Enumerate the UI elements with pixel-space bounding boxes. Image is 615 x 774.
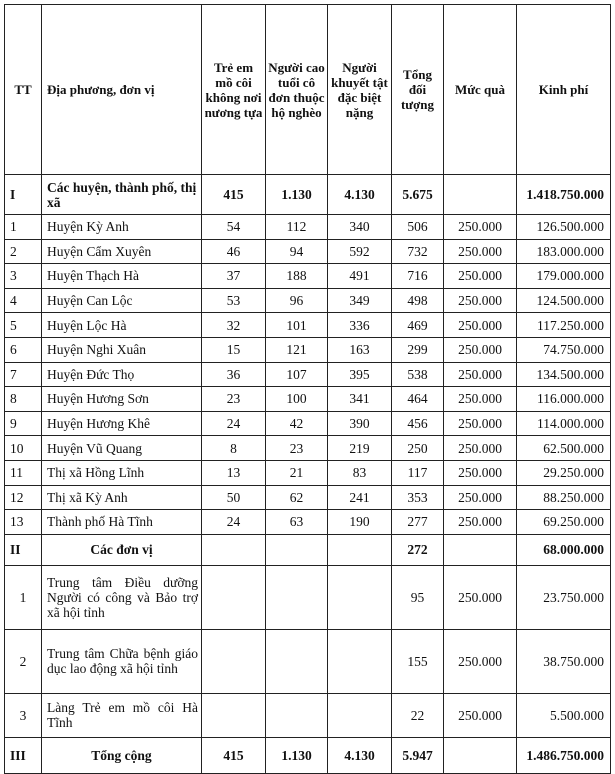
- row-tong: 732: [392, 239, 444, 264]
- district-row: [5, 485, 611, 510]
- header-nguoi-cao-tuoi: Người cao tuổi cô đơn thuộc hộ nghèo: [266, 5, 328, 175]
- row-name: Trung tâm Điều dưỡng Người có công và Bảo trợ xã hội tỉnh: [42, 565, 202, 629]
- row-tong: 469: [392, 313, 444, 338]
- row-tt: 6: [5, 337, 42, 362]
- row-kinh-phi: 179.000.000: [517, 264, 611, 289]
- row-khuyet-tat: 349: [328, 288, 392, 313]
- row-tre-em: 8: [202, 436, 266, 461]
- total-name: Tổng cộng: [42, 737, 202, 773]
- section-tre-em: 415: [202, 175, 266, 215]
- row-muc-qua: 250.000: [444, 693, 517, 737]
- district-row: [5, 436, 611, 461]
- row-khuyet-tat: 163: [328, 337, 392, 362]
- row-cao-tuoi: 96: [266, 288, 328, 313]
- row-kinh-phi: 117.250.000: [517, 313, 611, 338]
- row-name: Thành phố Hà Tĩnh: [42, 510, 202, 535]
- row-kinh-phi: 62.500.000: [517, 436, 611, 461]
- row-tre-em: 32: [202, 313, 266, 338]
- row-tre-em: 54: [202, 215, 266, 240]
- row-name: Huyện Thạch Hà: [42, 264, 202, 289]
- row-tong: 538: [392, 362, 444, 387]
- district-row: [5, 313, 611, 338]
- row-tt: 3: [5, 264, 42, 289]
- row-tong: 498: [392, 288, 444, 313]
- header-row: [5, 5, 611, 175]
- row-tt: 13: [5, 510, 42, 535]
- row-name: Huyện Vũ Quang: [42, 436, 202, 461]
- total-row: [5, 737, 611, 773]
- row-khuyet-tat: 190: [328, 510, 392, 535]
- row-cao-tuoi: 100: [266, 387, 328, 412]
- row-tre-em: 24: [202, 510, 266, 535]
- header-tt: TT: [5, 5, 42, 175]
- row-tong: 95: [392, 565, 444, 629]
- row-cao-tuoi: 121: [266, 337, 328, 362]
- row-cao-tuoi: 42: [266, 411, 328, 436]
- row-muc-qua: 250.000: [444, 264, 517, 289]
- row-tt: 7: [5, 362, 42, 387]
- row-tong: 716: [392, 264, 444, 289]
- row-muc-qua: 250.000: [444, 239, 517, 264]
- row-kinh-phi: 134.500.000: [517, 362, 611, 387]
- row-muc-qua: 250.000: [444, 288, 517, 313]
- row-name: Huyện Lộc Hà: [42, 313, 202, 338]
- row-muc-qua: 250.000: [444, 313, 517, 338]
- row-khuyet-tat: 336: [328, 313, 392, 338]
- row-khuyet-tat: 390: [328, 411, 392, 436]
- row-name: Trung tâm Chữa bệnh giáo dục lao động xã hội tỉnh: [42, 629, 202, 693]
- row-kinh-phi: 124.500.000: [517, 288, 611, 313]
- row-name: Huyện Kỳ Anh: [42, 215, 202, 240]
- row-cao-tuoi: 23: [266, 436, 328, 461]
- header-tre-em: Trẻ em mồ côi không nơi nương tựa: [202, 5, 266, 175]
- row-tt: 8: [5, 387, 42, 412]
- district-row: [5, 362, 611, 387]
- empty-cell: [328, 565, 392, 629]
- row-tong: 506: [392, 215, 444, 240]
- district-row: [5, 460, 611, 485]
- row-tre-em: 53: [202, 288, 266, 313]
- district-row: [5, 288, 611, 313]
- row-name: Làng Trẻ em mồ côi Hà Tĩnh: [42, 693, 202, 737]
- row-tt: 5: [5, 313, 42, 338]
- empty-cell: [266, 565, 328, 629]
- row-cao-tuoi: 94: [266, 239, 328, 264]
- row-tt: 11: [5, 460, 42, 485]
- row-name: Huyện Hương Sơn: [42, 387, 202, 412]
- row-khuyet-tat: 241: [328, 485, 392, 510]
- row-tre-em: 15: [202, 337, 266, 362]
- row-name: Huyện Hương Khê: [42, 411, 202, 436]
- row-tt: 1: [5, 215, 42, 240]
- row-muc-qua: 250.000: [444, 387, 517, 412]
- header-nguoi-khuyet-tat: Người khuyết tật đặc biệt nặng: [328, 5, 392, 175]
- section-kinh-phi: 1.418.750.000: [517, 175, 611, 215]
- row-name: Huyện Nghi Xuân: [42, 337, 202, 362]
- district-row: [5, 387, 611, 412]
- district-row: [5, 411, 611, 436]
- row-kinh-phi: 69.250.000: [517, 510, 611, 535]
- header-dia-phuong: Địa phương, đơn vị: [42, 5, 202, 175]
- row-cao-tuoi: 188: [266, 264, 328, 289]
- row-tt: 4: [5, 288, 42, 313]
- allocation-table: [4, 4, 611, 774]
- row-tt: 12: [5, 485, 42, 510]
- unit-row: [5, 629, 611, 693]
- row-kinh-phi: 116.000.000: [517, 387, 611, 412]
- section-tt: II: [5, 534, 42, 565]
- empty-cell: [328, 693, 392, 737]
- row-tt: 9: [5, 411, 42, 436]
- row-kinh-phi: 5.500.000: [517, 693, 611, 737]
- empty-cell: [202, 534, 266, 565]
- district-row: [5, 239, 611, 264]
- empty-cell: [444, 534, 517, 565]
- row-kinh-phi: 126.500.000: [517, 215, 611, 240]
- total-cao-tuoi: 1.130: [266, 737, 328, 773]
- row-tt: 1: [5, 565, 42, 629]
- row-tong: 250: [392, 436, 444, 461]
- row-kinh-phi: 23.750.000: [517, 565, 611, 629]
- total-tt: III: [5, 737, 42, 773]
- row-muc-qua: 250.000: [444, 411, 517, 436]
- row-tt: 10: [5, 436, 42, 461]
- total-kinh-phi: 1.486.750.000: [517, 737, 611, 773]
- row-kinh-phi: 74.750.000: [517, 337, 611, 362]
- section-tt: I: [5, 175, 42, 215]
- row-muc-qua: 250.000: [444, 485, 517, 510]
- empty-cell: [328, 629, 392, 693]
- section-cao-tuoi: 1.130: [266, 175, 328, 215]
- empty-cell: [202, 565, 266, 629]
- row-tong: 277: [392, 510, 444, 535]
- row-name: Huyện Đức Thọ: [42, 362, 202, 387]
- row-tre-em: 36: [202, 362, 266, 387]
- unit-row: [5, 565, 611, 629]
- row-kinh-phi: 88.250.000: [517, 485, 611, 510]
- empty-cell: [266, 629, 328, 693]
- section-muc-qua: [444, 175, 517, 215]
- section-tong: 5.675: [392, 175, 444, 215]
- row-name: Huyện Cẩm Xuyên: [42, 239, 202, 264]
- row-tre-em: 50: [202, 485, 266, 510]
- row-kinh-phi: 38.750.000: [517, 629, 611, 693]
- empty-cell: [202, 629, 266, 693]
- row-muc-qua: 250.000: [444, 436, 517, 461]
- section-name: Các huyện, thành phố, thị xã: [42, 175, 202, 215]
- header-kinh-phi: Kinh phí: [517, 5, 611, 175]
- row-khuyet-tat: 341: [328, 387, 392, 412]
- row-tong: 464: [392, 387, 444, 412]
- row-muc-qua: 250.000: [444, 337, 517, 362]
- header-muc-qua: Mức quà: [444, 5, 517, 175]
- district-row: [5, 215, 611, 240]
- district-row: [5, 510, 611, 535]
- total-khuyet-tat: 4.130: [328, 737, 392, 773]
- total-tong: 5.947: [392, 737, 444, 773]
- row-khuyet-tat: 592: [328, 239, 392, 264]
- section-name: Các đơn vị: [42, 534, 202, 565]
- section-khuyet-tat: 4.130: [328, 175, 392, 215]
- row-tre-em: 37: [202, 264, 266, 289]
- row-tong: 155: [392, 629, 444, 693]
- section-row-districts: [5, 175, 611, 215]
- row-tong: 353: [392, 485, 444, 510]
- row-khuyet-tat: 340: [328, 215, 392, 240]
- row-khuyet-tat: 491: [328, 264, 392, 289]
- section-kinh-phi: 68.000.000: [517, 534, 611, 565]
- total-tre-em: 415: [202, 737, 266, 773]
- row-name: Thị xã Hồng Lĩnh: [42, 460, 202, 485]
- district-row: [5, 337, 611, 362]
- row-tre-em: 13: [202, 460, 266, 485]
- row-kinh-phi: 29.250.000: [517, 460, 611, 485]
- row-cao-tuoi: 107: [266, 362, 328, 387]
- row-cao-tuoi: 101: [266, 313, 328, 338]
- row-muc-qua: 250.000: [444, 460, 517, 485]
- header-tong-doi-tuong: Tổng đối tượng: [392, 5, 444, 175]
- unit-row: [5, 693, 611, 737]
- section-row-units: [5, 534, 611, 565]
- row-name: Huyện Can Lộc: [42, 288, 202, 313]
- row-khuyet-tat: 83: [328, 460, 392, 485]
- row-kinh-phi: 114.000.000: [517, 411, 611, 436]
- row-tong: 456: [392, 411, 444, 436]
- row-khuyet-tat: 219: [328, 436, 392, 461]
- row-muc-qua: 250.000: [444, 510, 517, 535]
- row-muc-qua: 250.000: [444, 215, 517, 240]
- empty-cell: [328, 534, 392, 565]
- empty-cell: [266, 693, 328, 737]
- row-khuyet-tat: 395: [328, 362, 392, 387]
- section-tong: 272: [392, 534, 444, 565]
- row-cao-tuoi: 112: [266, 215, 328, 240]
- row-cao-tuoi: 62: [266, 485, 328, 510]
- row-tre-em: 46: [202, 239, 266, 264]
- row-tre-em: 24: [202, 411, 266, 436]
- row-tt: 2: [5, 629, 42, 693]
- row-name: Thị xã Kỳ Anh: [42, 485, 202, 510]
- row-muc-qua: 250.000: [444, 565, 517, 629]
- row-tong: 22: [392, 693, 444, 737]
- empty-cell: [444, 737, 517, 773]
- row-tong: 117: [392, 460, 444, 485]
- row-tong: 299: [392, 337, 444, 362]
- empty-cell: [202, 693, 266, 737]
- row-tt: 2: [5, 239, 42, 264]
- row-cao-tuoi: 63: [266, 510, 328, 535]
- row-muc-qua: 250.000: [444, 362, 517, 387]
- row-kinh-phi: 183.000.000: [517, 239, 611, 264]
- row-muc-qua: 250.000: [444, 629, 517, 693]
- row-tre-em: 23: [202, 387, 266, 412]
- row-tt: 3: [5, 693, 42, 737]
- district-row: [5, 264, 611, 289]
- empty-cell: [266, 534, 328, 565]
- row-cao-tuoi: 21: [266, 460, 328, 485]
